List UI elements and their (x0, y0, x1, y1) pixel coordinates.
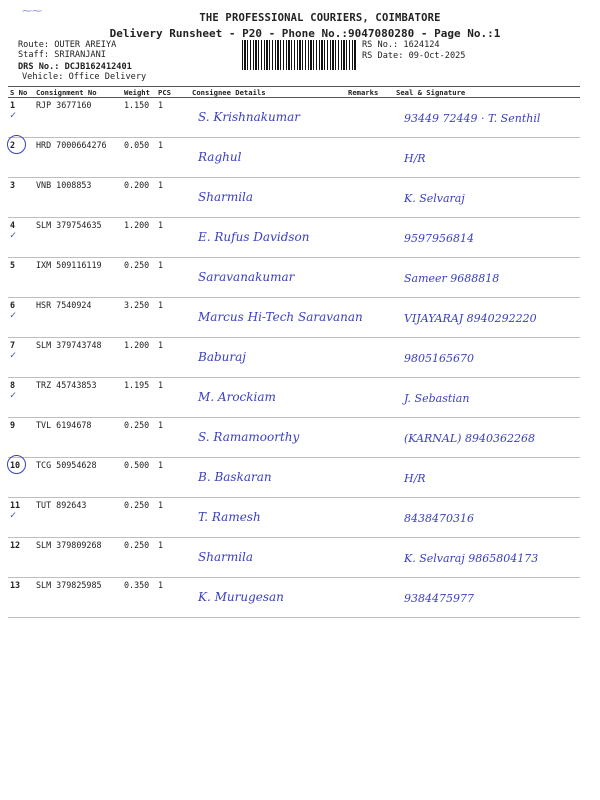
signature-handwriting: VIJAYARAJ 8940292220 (404, 312, 537, 325)
consignee-handwriting: Baburaj (198, 350, 246, 364)
consignee-handwriting: Sharmila (198, 190, 254, 204)
sn-value: 5 (10, 260, 16, 270)
signature-cell (394, 578, 580, 618)
pcs-cell: 1 (156, 338, 190, 378)
signature-handwriting: 9805165670 (404, 352, 474, 365)
table-row (8, 418, 580, 458)
col-pcs: PCS (156, 87, 190, 98)
pcs-cell: 1 (156, 418, 190, 458)
table-row (8, 538, 580, 578)
weight-cell: 0.500 (122, 458, 156, 498)
sn-value: 9 (10, 420, 16, 430)
sn-cell (8, 338, 34, 378)
signature-cell (394, 98, 580, 138)
signature-cell (394, 538, 580, 578)
col-consignee: Consignee Details (190, 87, 346, 98)
weight-cell: 0.350 (122, 578, 156, 618)
consignee-cell (190, 138, 346, 178)
consignee-handwriting: B. Baskaran (198, 470, 272, 484)
weight-cell: 1.200 (122, 338, 156, 378)
col-signature: Seal & Signature (394, 87, 580, 98)
col-remarks: Remarks (346, 87, 394, 98)
signature-cell (394, 218, 580, 258)
signature-cell (394, 378, 580, 418)
rs-date-label: RS Date: 09-Oct-2025 (362, 51, 466, 61)
signature-cell (394, 498, 580, 538)
consignment-cell: TCG 50954628 (34, 458, 122, 498)
sn-cell (8, 378, 34, 418)
remarks-cell (346, 298, 394, 338)
vehicle-label: Vehicle: Office Delivery (22, 72, 147, 82)
table-row (8, 258, 580, 298)
weight-cell: 3.250 (122, 298, 156, 338)
consignee-handwriting: K. Murugesan (198, 590, 284, 604)
table-header-row (8, 87, 580, 98)
remarks-cell (346, 178, 394, 218)
tick-mark-icon: ✓ (10, 390, 17, 401)
pcs-cell: 1 (156, 218, 190, 258)
signature-cell (394, 298, 580, 338)
consignee-handwriting: E. Rufus Davidson (198, 230, 310, 244)
sn-value: 8 (10, 380, 16, 390)
pcs-cell: 1 (156, 578, 190, 618)
sheet-title: Delivery Runsheet - P20 - Phone No.:9047080280 - Page No.:1 (109, 27, 501, 40)
signature-handwriting: (KARNAL) 8940362268 (404, 432, 535, 445)
consignee-cell (190, 538, 346, 578)
tick-mark-icon: ✓ (10, 350, 17, 361)
signature-handwriting: 9597956814 (404, 232, 474, 245)
remarks-cell (346, 258, 394, 298)
consignee-handwriting: M. Arockiam (198, 390, 276, 404)
pcs-cell: 1 (156, 138, 190, 178)
signature-cell (394, 258, 580, 298)
remarks-cell (346, 138, 394, 178)
consignee-cell (190, 578, 346, 618)
consignee-cell (190, 458, 346, 498)
sn-cell (8, 178, 34, 218)
table-row (8, 178, 580, 218)
consignee-cell (190, 178, 346, 218)
consignee-handwriting: S. Ramamoorthy (198, 430, 300, 444)
tick-mark-icon: ✓ (10, 510, 17, 521)
pcs-cell: 1 (156, 298, 190, 338)
sn-value: 3 (10, 180, 16, 190)
consignee-cell (190, 378, 346, 418)
remarks-cell (346, 418, 394, 458)
consignment-cell: SLM 379809268 (34, 538, 122, 578)
table-row (8, 578, 580, 618)
signature-handwriting: 8438470316 (404, 512, 474, 525)
pcs-cell: 1 (156, 458, 190, 498)
signature-handwriting: H/R (404, 472, 426, 485)
pcs-cell: 1 (156, 98, 190, 138)
sn-cell (8, 578, 34, 618)
weight-cell: 1.150 (122, 98, 156, 138)
route-label: Route: OUTER AREIYA (18, 40, 117, 50)
remarks-cell (346, 538, 394, 578)
consignment-cell: SLM 379743748 (34, 338, 122, 378)
drs-label: DRS No.: DCJB162412401 (18, 62, 132, 72)
signature-handwriting: K. Selvaraj 9865804173 (404, 552, 539, 565)
sn-cell (8, 298, 34, 338)
signature-handwriting: 9384475977 (404, 592, 474, 605)
tick-mark-icon: ✓ (10, 310, 17, 321)
consignment-cell: SLM 379754635 (34, 218, 122, 258)
sn-value: 11 (10, 500, 21, 510)
signature-cell (394, 418, 580, 458)
remarks-cell (346, 578, 394, 618)
consignment-cell: IXM 509116119 (34, 258, 122, 298)
consignee-cell (190, 298, 363, 338)
weight-cell: 0.050 (122, 138, 156, 178)
weight-cell: 0.250 (122, 418, 156, 458)
sn-value: 7 (10, 340, 16, 350)
col-sno: S No (8, 87, 34, 98)
corner-scribble-icon: ⁓⁓ (22, 6, 42, 17)
remarks-cell (346, 218, 394, 258)
sn-cell (8, 138, 34, 178)
pcs-cell: 1 (156, 538, 190, 578)
remarks-cell (346, 98, 394, 138)
signature-cell (394, 138, 580, 178)
sn-cell (8, 538, 34, 578)
remarks-cell (346, 458, 394, 498)
table-row (8, 378, 580, 418)
consignment-cell: RJP 3677160 (34, 98, 122, 138)
col-weight: Weight (122, 87, 156, 98)
table-row (8, 458, 580, 498)
weight-cell: 1.195 (122, 378, 156, 418)
consignee-handwriting: Marcus Hi-Tech Saravanan (198, 310, 363, 324)
table-row (8, 98, 580, 138)
consignee-cell (190, 498, 346, 538)
consignee-cell (190, 418, 346, 458)
sn-value: 2 (10, 140, 16, 150)
sn-cell (8, 458, 34, 498)
remarks-cell (346, 378, 394, 418)
table-row (8, 138, 580, 178)
consignee-cell (190, 98, 346, 138)
pcs-cell: 1 (156, 178, 190, 218)
consignee-cell (190, 218, 346, 258)
pcs-cell: 1 (156, 378, 190, 418)
delivery-table (8, 86, 580, 618)
table-row (8, 338, 580, 378)
consignee-handwriting: T. Ramesh (198, 510, 261, 524)
weight-cell: 0.250 (122, 538, 156, 578)
company-title: THE PROFESSIONAL COURIERS, COIMBATORE (199, 12, 441, 24)
sn-cell (8, 498, 34, 538)
consignee-cell (190, 338, 346, 378)
consignment-cell: VNB 1008853 (34, 178, 122, 218)
consignment-cell: TVL 6194678 (34, 418, 122, 458)
signature-handwriting: K. Selvaraj (404, 192, 465, 205)
signature-handwriting: 93449 72449 · T. Senthil (404, 112, 541, 125)
table-row (8, 498, 580, 538)
pcs-cell: 1 (156, 258, 190, 298)
weight-cell: 0.250 (122, 498, 156, 538)
sn-value: 4 (10, 220, 16, 230)
consignment-cell: TUT 892643 (34, 498, 122, 538)
sn-cell (8, 258, 34, 298)
table-row (8, 218, 580, 258)
consignment-cell: HRD 7000664276 (34, 138, 122, 178)
table-body (8, 98, 580, 618)
consignee-handwriting: S. Krishnakumar (198, 110, 300, 124)
signature-handwriting: J. Sebastian (404, 392, 470, 405)
sn-value: 12 (10, 540, 21, 550)
col-consignment: Consignment No (34, 87, 122, 98)
remarks-cell (346, 498, 394, 538)
signature-handwriting: H/R (404, 152, 426, 165)
barcode-image (242, 40, 356, 70)
staff-label: Staff: SRIRANJANI (18, 50, 106, 60)
sn-cell (8, 418, 34, 458)
pcs-cell: 1 (156, 498, 190, 538)
sn-value: 10 (10, 460, 21, 470)
sn-cell (8, 218, 34, 258)
weight-cell: 0.250 (122, 258, 156, 298)
consignment-cell: SLM 379825985 (34, 578, 122, 618)
signature-cell (394, 338, 580, 378)
sn-value: 13 (10, 580, 21, 590)
signature-handwriting: Sameer 9688818 (404, 272, 500, 285)
consignee-handwriting: Raghul (198, 150, 242, 164)
tick-mark-icon: ✓ (10, 230, 17, 241)
consignment-cell: TRZ 45743853 (34, 378, 122, 418)
sn-cell (8, 98, 34, 138)
remarks-cell (346, 338, 394, 378)
consignee-cell (190, 258, 346, 298)
sn-value: 1 (10, 100, 16, 110)
consignee-handwriting: Sharmila (198, 550, 254, 564)
rs-no-label: RS No.: 1624124 (362, 40, 440, 50)
weight-cell: 1.200 (122, 218, 156, 258)
consignment-cell: HSR 7540924 (34, 298, 122, 338)
signature-cell (394, 458, 580, 498)
tick-mark-icon: ✓ (10, 110, 17, 121)
consignee-handwriting: Saravanakumar (198, 270, 295, 284)
sn-value: 6 (10, 300, 16, 310)
table-row (8, 298, 580, 338)
signature-cell (394, 178, 580, 218)
weight-cell: 0.200 (122, 178, 156, 218)
